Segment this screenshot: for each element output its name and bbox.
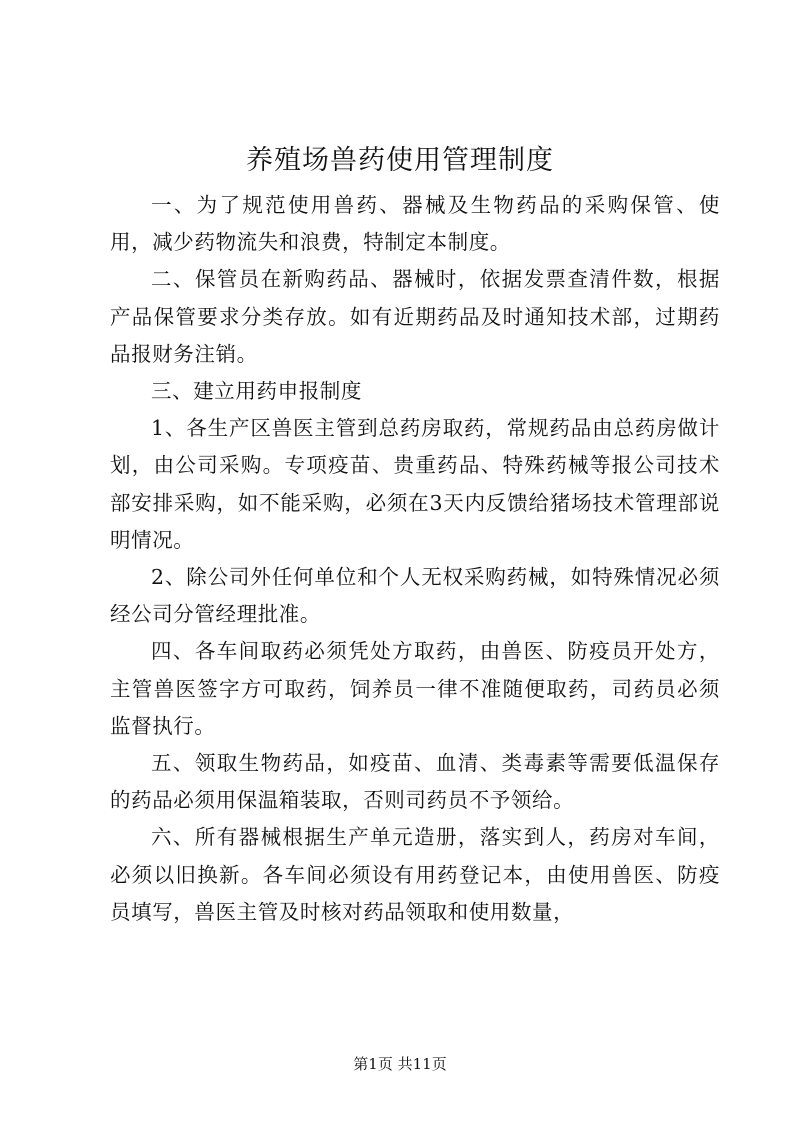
paragraph-3: 三、建立用药申报制度 — [151, 379, 362, 404]
paragraph-5: 2、除公司外任何单位和个人无权采购药械，如特殊情况必须经公司分管经理批准。 — [110, 565, 720, 627]
paragraph-4: 1、各生产区兽医主管到总药房取药，常规药品由总药房做计划，由公司采购。专项疫苗、贵重药品、特殊药械等报公司技术部安排采购，如不能采购，必须在3天内反馈给猪场技术管理部说明情况。 — [110, 416, 720, 552]
paragraph-2: 二、保管员在新购药品、器械时，依据发票查清件数，根据产品保管要求分类存放。如有近期药品及时通知技术部，过期药品报财务注销。 — [110, 267, 720, 366]
page-number-footer: 第1页 共11页 — [353, 1055, 447, 1073]
paragraph-1: 一、为了规范使用兽药、器械及生物药品的采购保管、使用，减少药物流失和浪费，特制定本制度。 — [110, 193, 720, 255]
document-title: 养殖场兽药使用管理制度 — [246, 145, 554, 176]
document-body — [110, 187, 720, 931]
paragraph-8: 六、所有器械根据生产单元造册，落实到人，药房对车间，必须以旧换新。各车间必须设有用药登记本，由使用兽医、防疫员填写，兽医主管及时核对药品领取和使用数量， — [110, 825, 720, 924]
paragraph-7: 五、领取生物药品，如疫苗、血清、类毒素等需要低温保存的药品必须用保温箱装取，否则司药员不予领给。 — [110, 751, 720, 813]
paragraph-6: 四、各车间取药必须凭处方取药，由兽医、防疫员开处方，主管兽医签字方可取药，饲养员一律不准随便取药，司药员必须监督执行。 — [110, 639, 720, 738]
